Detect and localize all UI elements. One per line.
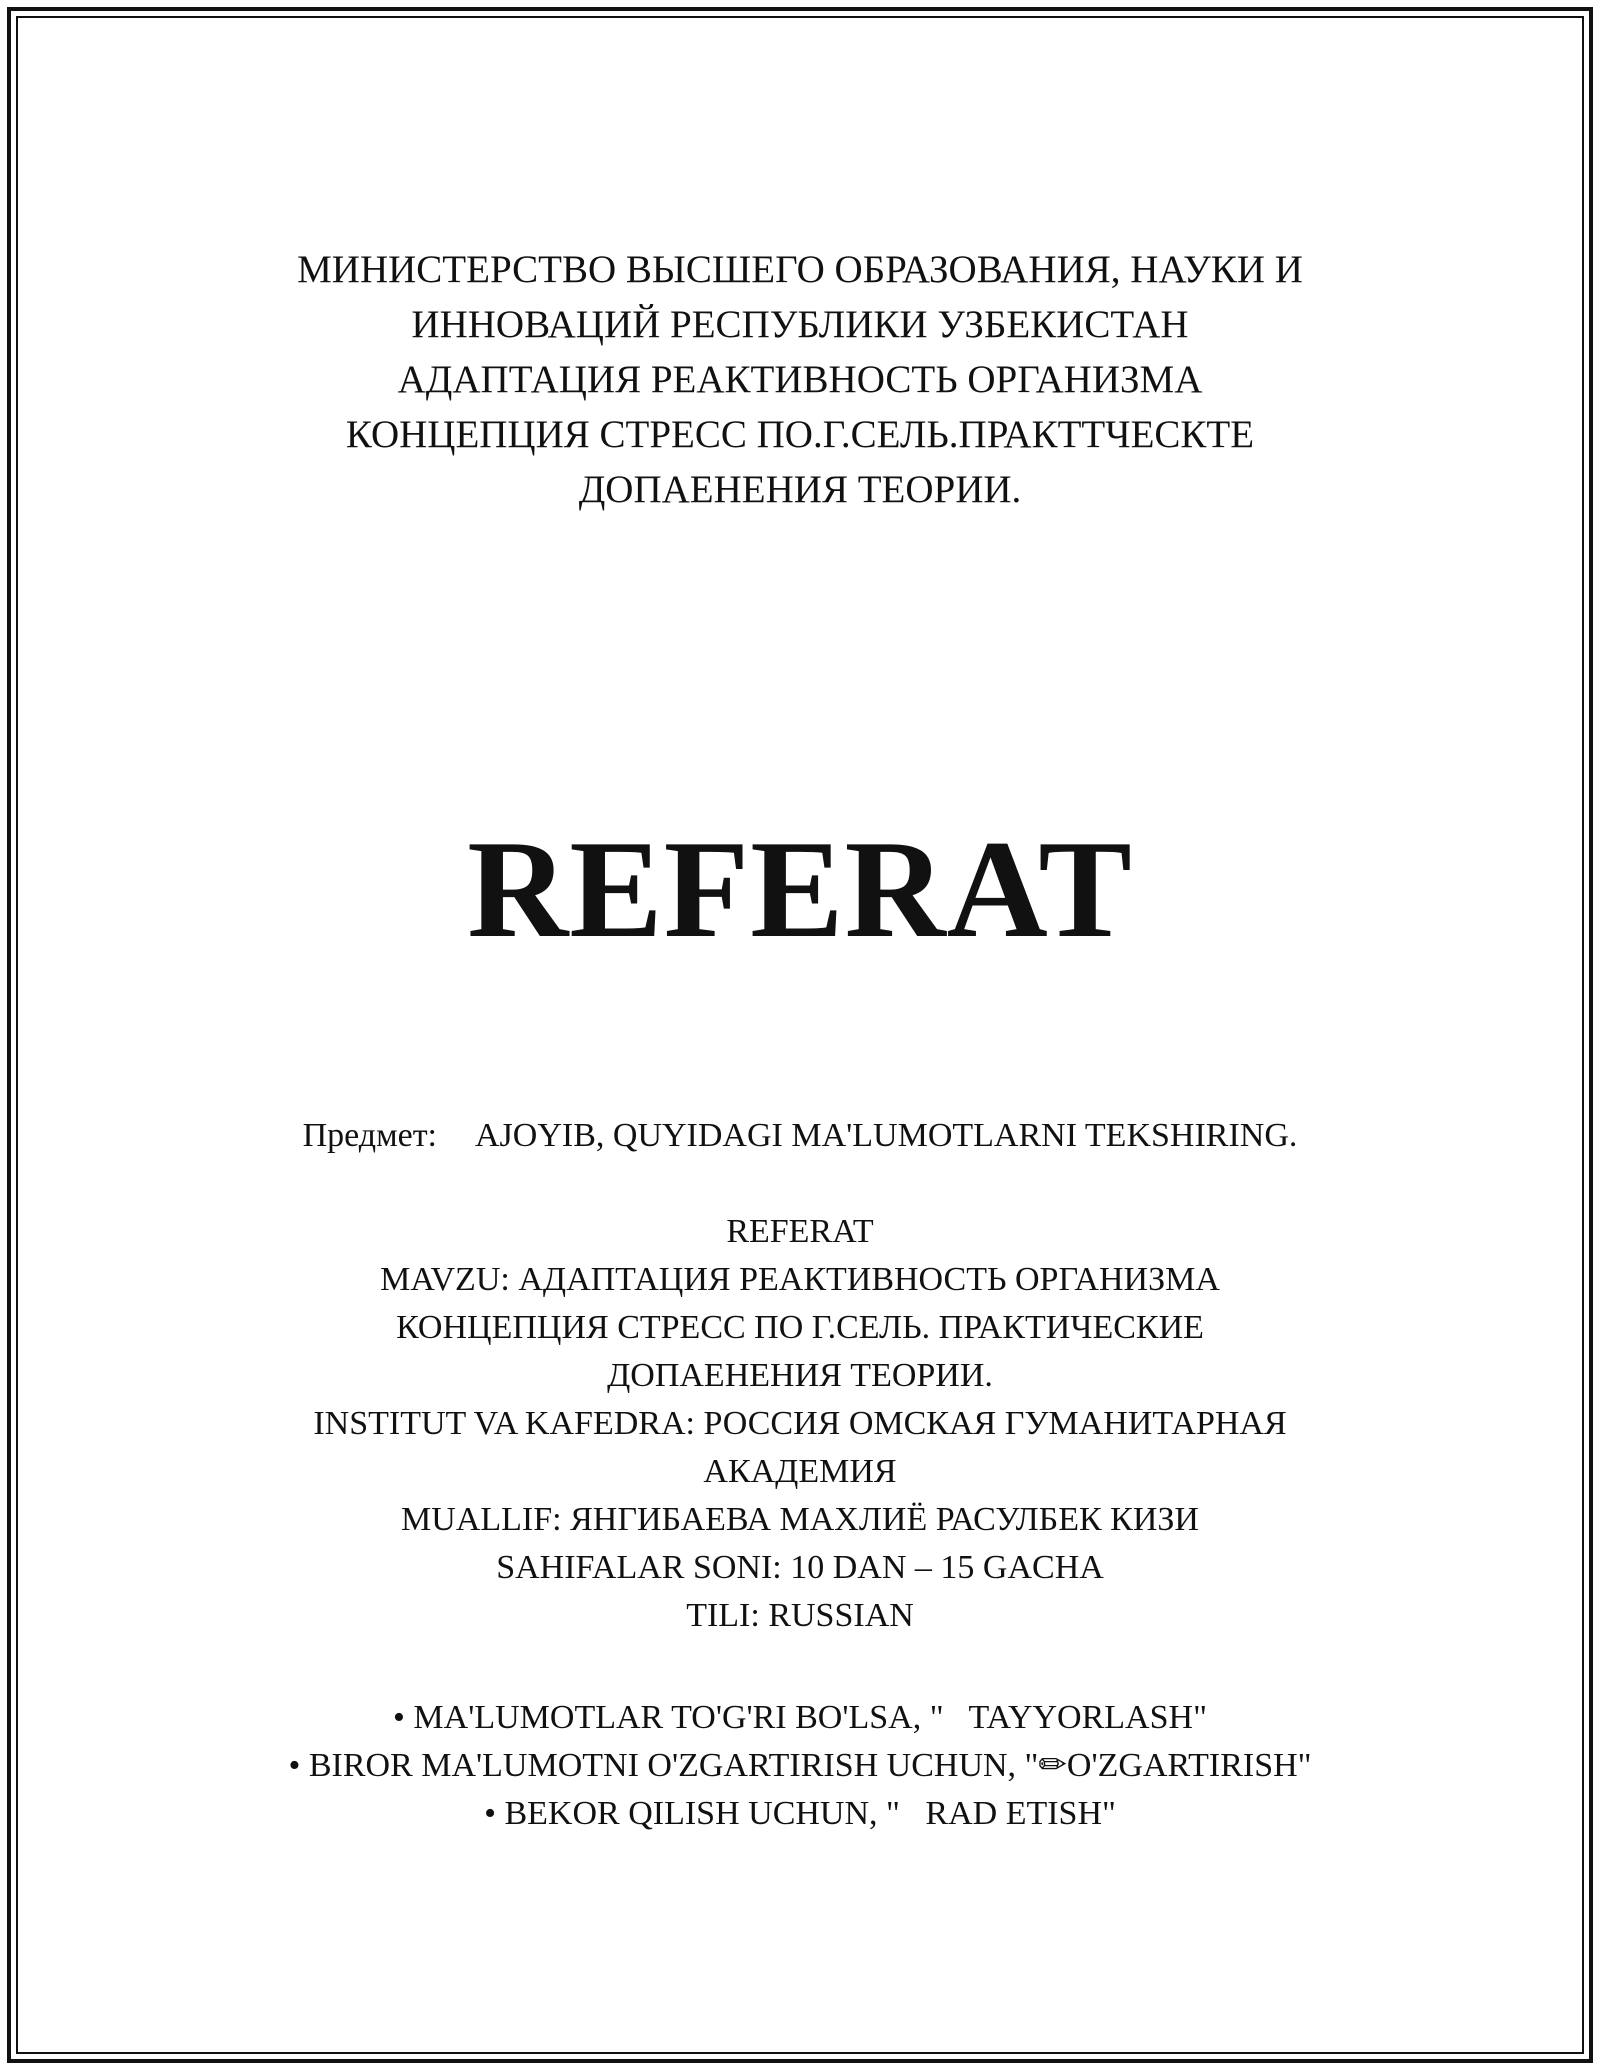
action-bullets xyxy=(150,1694,1450,1838)
detail-line: АКАДЕМИЯ xyxy=(703,1453,897,1490)
detail-line: SAHIFALAR SONI: 10 DAN – 15 GACHA xyxy=(496,1549,1104,1586)
referat-details xyxy=(150,1208,1450,1640)
detail-line: INSTITUT VA KAFEDRA: РОССИЯ ОМСКАЯ ГУМАНИТАРНАЯ xyxy=(313,1405,1287,1442)
heading-line: МИНИСТЕРСТВО ВЫСШЕГО ОБРАЗОВАНИЯ, НАУКИ И xyxy=(297,248,1303,291)
detail-line: MAVZU: АДАПТАЦИЯ РЕАКТИВНОСТЬ ОРГАНИЗМА xyxy=(380,1261,1220,1298)
subject-value: AJOYIB, QUYIDAGI MA'LUMOTLARNI TEKSHIRING. xyxy=(475,1117,1298,1154)
heading-line: ДОПАЕНЕНИЯ ТЕОРИИ. xyxy=(578,468,1022,511)
bullet-item: • BIROR MA'LUMOTNI O'ZGARTIRISH UCHUN, "✏O'ZGARTIRISH" xyxy=(288,1747,1312,1784)
detail-line: REFERAT xyxy=(726,1213,874,1250)
heading-line: КОНЦЕПЦИЯ СТРЕСС ПО.Г.СЕЛЬ.ПРАКТТЧЕСКТЕ xyxy=(345,413,1255,456)
document-title: REFERAT xyxy=(467,812,1133,967)
detail-line: КОНЦЕПЦИЯ СТРЕСС ПО Г.СЕЛЬ. ПРАКТИЧЕСКИЕ xyxy=(396,1309,1204,1346)
detail-line: MUALLIF: ЯНГИБАЕВА МАХЛИЁ РАСУЛБЕК КИЗИ xyxy=(401,1501,1199,1538)
heading-line: ИННОВАЦИЙ РЕСПУБЛИКИ УЗБЕКИСТАН xyxy=(411,303,1189,346)
subject-label: Предмет: xyxy=(302,1117,437,1154)
subject-line xyxy=(0,1112,1600,1160)
ministry-heading xyxy=(150,242,1450,517)
bullet-item: • MA'LUMOTLAR TO'G'RI BO'LSA, " TAYYORLASH" xyxy=(393,1699,1207,1736)
detail-line: ДОПАЕНЕНИЯ ТЕОРИИ. xyxy=(607,1357,993,1394)
heading-line: АДАПТАЦИЯ РЕАКТИВНОСТЬ ОРГАНИЗМА xyxy=(397,358,1203,401)
bullet-item: • BEKOR QILISH UCHUN, " RAD ETISH" xyxy=(484,1795,1116,1832)
detail-line: TILI: RUSSIAN xyxy=(686,1597,914,1634)
